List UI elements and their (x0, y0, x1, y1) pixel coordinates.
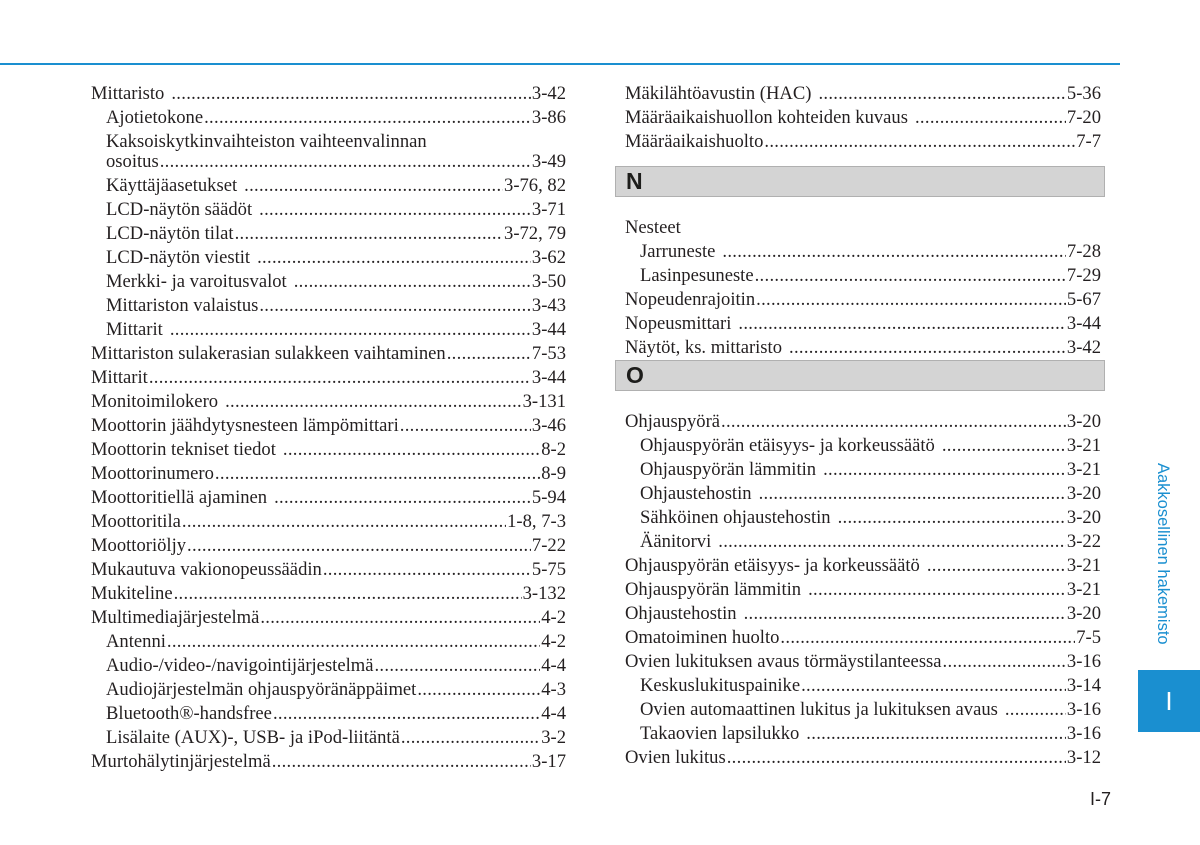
index-subentry (91, 150, 566, 174)
index-subentry (625, 240, 1101, 264)
index-subentry (625, 674, 1101, 698)
entry-label: Moottorinumero (91, 463, 214, 484)
entry-page-ref: 3-42 (531, 83, 566, 104)
entry-page-ref: 7-5 (1076, 627, 1101, 648)
leader-dots (942, 434, 1066, 458)
entry-label: Määräaikaishuolto (625, 131, 764, 152)
entry-label: Mittariston sulakerasian sulakkeen vaihtaminen (91, 343, 446, 364)
entry-page-ref: 7-7 (1076, 131, 1101, 152)
entry-page-ref: 7-22 (531, 535, 566, 556)
index-subentry (625, 722, 1101, 746)
leader-dots (215, 462, 540, 486)
entry-page-ref: 4-4 (541, 703, 566, 724)
entry-label: Näytöt, ks. mittaristo (625, 337, 783, 358)
leader-dots (294, 270, 531, 294)
leader-dots (274, 486, 531, 510)
leader-dots (808, 578, 1066, 602)
leader-dots (235, 222, 503, 246)
leader-dots (272, 750, 531, 774)
index-subentry (625, 506, 1101, 530)
index-subentry (625, 458, 1101, 482)
entry-page-ref: 3-20 (1066, 411, 1101, 432)
leader-dots (167, 630, 540, 654)
entry-page-ref: 3-76, 82 (504, 175, 566, 196)
entry-label: Multimediajärjestelmä (91, 607, 260, 628)
entry-page-ref: 3-132 (522, 583, 566, 604)
leader-dots (160, 150, 531, 174)
entry-label: Ovien automaattinen lukitus ja lukituksen avaus (640, 699, 998, 720)
entry-label: Mittarit (91, 367, 148, 388)
entry-page-ref: 7-29 (1066, 265, 1101, 286)
entry-label: Moottorin jäähdytysnesteen lämpömittari (91, 415, 399, 436)
index-subentry (91, 702, 566, 726)
entry-page-ref: 4-2 (541, 631, 566, 652)
index-group-n (625, 216, 1101, 360)
entry-label: Mittarit (106, 319, 163, 340)
entry-label: Sähköinen ohjaustehostin (640, 507, 831, 528)
leader-dots (927, 554, 1066, 578)
entry-page-ref: 5-67 (1066, 289, 1101, 310)
entry-label: Äänitorvi (640, 531, 712, 552)
index-entry (91, 558, 566, 582)
index-entry (625, 578, 1101, 602)
top-rule (0, 63, 1120, 65)
leader-dots (722, 240, 1066, 264)
entry-label: Mukautuva vakionopeussäädin (91, 559, 322, 580)
entry-page-ref: 7-20 (1066, 107, 1101, 128)
entry-page-ref: 3-16 (1066, 651, 1101, 672)
entry-label: Jarruneste (640, 241, 716, 262)
index-subentry (91, 106, 566, 130)
entry-page-ref: 3-14 (1066, 675, 1101, 696)
index-group-o (625, 410, 1101, 770)
entry-label: Ovien lukitus (625, 747, 726, 768)
entry-page-ref: 3-2 (541, 727, 566, 748)
index-entry (91, 534, 566, 558)
entry-page-ref: 3-86 (531, 107, 566, 128)
index-subentry (91, 294, 566, 318)
index-entry (91, 750, 566, 774)
index-entry (625, 336, 1101, 360)
entry-label: Ovien lukituksen avaus törmäystilanteessa (625, 651, 942, 672)
leader-dots (755, 264, 1066, 288)
leader-dots (170, 318, 531, 342)
entry-label: Ohjauspyörän lämmitin (625, 579, 802, 600)
leader-dots (401, 726, 540, 750)
entry-page-ref: 3-21 (1066, 459, 1101, 480)
index-entry (625, 288, 1101, 312)
entry-label: LCD-näytön tilat (106, 223, 234, 244)
index-entry-label-line: Kaksoiskytkinvaihteiston vaihteenvalinnan (106, 131, 427, 152)
index-group-m-continued (625, 82, 1101, 154)
entry-label: Takaovien lapsilukko (640, 723, 800, 744)
index-subentry (91, 174, 566, 198)
entry-page-ref: 3-62 (531, 247, 566, 268)
index-subentry (91, 246, 566, 270)
leader-dots (171, 82, 531, 106)
entry-page-ref: 4-2 (541, 607, 566, 628)
entry-page-ref: 8-9 (541, 463, 566, 484)
entry-label: Mittariston valaistus (106, 295, 259, 316)
index-entry (91, 462, 566, 486)
section-header-o: O (615, 360, 1105, 391)
entry-page-ref: 5-75 (531, 559, 566, 580)
leader-dots (259, 198, 531, 222)
entry-page-ref: 7-53 (531, 343, 566, 364)
entry-label: Moottoritila (91, 511, 181, 532)
entry-label: Monitoimilokero (91, 391, 219, 412)
entry-label: Ajotietokone (106, 107, 204, 128)
entry-label: Ohjauspyörä (625, 411, 721, 432)
index-column-left (91, 82, 566, 774)
entry-label: Moottoriöljy (91, 535, 187, 556)
entry-label: Moottoritiellä ajaminen (91, 487, 268, 508)
leader-dots (323, 558, 531, 582)
leader-dots (400, 414, 531, 438)
entry-label: Nopeusmittari (625, 313, 732, 334)
leader-dots (943, 650, 1066, 674)
index-entry (91, 582, 566, 606)
index-column-right (625, 82, 1101, 770)
entry-page-ref: 3-44 (531, 319, 566, 340)
index-subentry (625, 264, 1101, 288)
entry-page-ref: 3-12 (1066, 747, 1101, 768)
leader-dots (818, 82, 1065, 106)
entry-page-ref: 7-28 (1066, 241, 1101, 262)
index-entry (625, 312, 1101, 336)
entry-page-ref: 3-131 (522, 391, 566, 412)
section-header-n: N (615, 166, 1105, 197)
leader-dots (182, 510, 506, 534)
entry-page-ref: 3-22 (1066, 531, 1101, 552)
entry-label: LCD-näytön viestit (106, 247, 251, 268)
leader-dots (915, 106, 1066, 130)
entry-label: Käyttäjäasetukset (106, 175, 238, 196)
entry-label: Ohjaustehostin (640, 483, 752, 504)
entry-page-ref: 3-20 (1066, 507, 1101, 528)
index-subentry (625, 530, 1101, 554)
index-subentry (91, 678, 566, 702)
index-entry (91, 366, 566, 390)
side-tab-label: Aakkosellinen hakemisto (1154, 463, 1172, 645)
entry-page-ref: 5-36 (1066, 83, 1101, 104)
leader-dots (149, 366, 531, 390)
index-subentry (625, 482, 1101, 506)
leader-dots (738, 312, 1066, 336)
leader-dots (721, 410, 1066, 434)
entry-label: Moottorin tekniset tiedot (91, 439, 276, 460)
entry-page-ref: 3-44 (531, 367, 566, 388)
entry-label: LCD-näytön säädöt (106, 199, 253, 220)
leader-dots (260, 606, 540, 630)
entry-page-ref: 3-20 (1066, 603, 1101, 624)
leader-dots (780, 626, 1075, 650)
entry-label: osoitus (106, 151, 159, 172)
index-entry (91, 342, 566, 366)
leader-dots (1005, 698, 1066, 722)
index-subentry (91, 654, 566, 678)
entry-label: Audiojärjestelmän ohjauspyöränäppäimet (106, 679, 417, 700)
index-entry (91, 510, 566, 534)
entry-label: Ohjauspyörän etäisyys- ja korkeussäätö (625, 555, 920, 576)
leader-dots (764, 130, 1075, 154)
entry-label: Mukiteline (91, 583, 173, 604)
leader-dots (801, 674, 1066, 698)
entry-label: Mittaristo (91, 83, 165, 104)
index-entry (91, 414, 566, 438)
page-number: I-7 (1090, 789, 1112, 809)
entry-label: Merkki- ja varoitusvalot (106, 271, 287, 292)
entry-label: Lasinpesuneste (640, 265, 754, 286)
index-entry (625, 650, 1101, 674)
leader-dots (244, 174, 503, 198)
leader-dots (374, 654, 540, 678)
entry-label: Omatoiminen huolto (625, 627, 780, 648)
index-subentry (91, 318, 566, 342)
entry-page-ref: 3-44 (1066, 313, 1101, 334)
entry-page-ref: 3-16 (1066, 723, 1101, 744)
leader-dots (806, 722, 1066, 746)
index-entry (91, 390, 566, 414)
entry-label: Antenni (106, 631, 166, 652)
leader-dots (225, 390, 522, 414)
index-entry (91, 438, 566, 462)
index-entry (625, 410, 1101, 434)
entry-page-ref: 4-4 (541, 655, 566, 676)
index-subentry (625, 434, 1101, 458)
entry-label: Nopeudenrajoitin (625, 289, 756, 310)
entry-page-ref: 3-16 (1066, 699, 1101, 720)
entry-label: Ohjauspyörän lämmitin (640, 459, 817, 480)
index-entry (91, 82, 566, 106)
index-entry (625, 130, 1101, 154)
index-subentry (91, 222, 566, 246)
index-subentry (91, 198, 566, 222)
entry-label: Ohjauspyörän etäisyys- ja korkeussäätö (640, 435, 935, 456)
index-subentry (91, 270, 566, 294)
entry-page-ref: 5-94 (531, 487, 566, 508)
index-entry (625, 554, 1101, 578)
leader-dots (789, 336, 1066, 360)
entry-page-ref: 3-46 (531, 415, 566, 436)
leader-dots (447, 342, 531, 366)
index-heading: Nesteet (625, 217, 681, 238)
leader-dots (257, 246, 531, 270)
index-entry (625, 746, 1101, 770)
entry-page-ref: 4-3 (541, 679, 566, 700)
entry-page-ref: 3-17 (531, 751, 566, 772)
index-entry (91, 606, 566, 630)
leader-dots (823, 458, 1066, 482)
index-subentry (91, 630, 566, 654)
leader-dots (273, 702, 540, 726)
entry-page-ref: 3-21 (1066, 435, 1101, 456)
entry-label: Audio-/video-/navigointijärjestelmä (106, 655, 374, 676)
entry-page-ref: 3-21 (1066, 579, 1101, 600)
entry-label: Bluetooth®-handsfree (106, 703, 272, 724)
leader-dots (744, 602, 1066, 626)
entry-label: Mäkilähtöavustin (HAC) (625, 83, 812, 104)
entry-page-ref: 3-49 (531, 151, 566, 172)
entry-page-ref: 3-21 (1066, 555, 1101, 576)
leader-dots (283, 438, 540, 462)
leader-dots (417, 678, 540, 702)
leader-dots (204, 106, 531, 130)
index-entry (625, 82, 1101, 106)
leader-dots (174, 582, 522, 606)
entry-page-ref: 1-8, 7-3 (507, 511, 566, 532)
entry-page-ref: 3-42 (1066, 337, 1101, 358)
entry-page-ref: 8-2 (541, 439, 566, 460)
entry-page-ref: 3-43 (531, 295, 566, 316)
leader-dots (838, 506, 1066, 530)
leader-dots (259, 294, 531, 318)
leader-dots (759, 482, 1066, 506)
entry-label: Lisälaite (AUX)-, USB- ja iPod-liitäntä (106, 727, 400, 748)
index-entry (91, 486, 566, 510)
index-entry (625, 602, 1101, 626)
entry-label: Keskuslukituspainike (640, 675, 801, 696)
index-subentry (91, 726, 566, 750)
leader-dots (756, 288, 1066, 312)
entry-page-ref: 3-71 (531, 199, 566, 220)
index-entry (625, 626, 1101, 650)
leader-dots (718, 530, 1066, 554)
leader-dots (727, 746, 1066, 770)
entry-page-ref: 3-72, 79 (504, 223, 566, 244)
entry-label: Ohjaustehostin (625, 603, 737, 624)
leader-dots (187, 534, 531, 558)
entry-label: Määräaikaishuollon kohteiden kuvaus (625, 107, 908, 128)
entry-page-ref: 3-20 (1066, 483, 1101, 504)
index-entry (625, 106, 1101, 130)
entry-page-ref: 3-50 (531, 271, 566, 292)
index-subentry (625, 698, 1101, 722)
side-tab-letter: I (1138, 670, 1200, 732)
entry-label: Murtohälytinjärjestelmä (91, 751, 271, 772)
